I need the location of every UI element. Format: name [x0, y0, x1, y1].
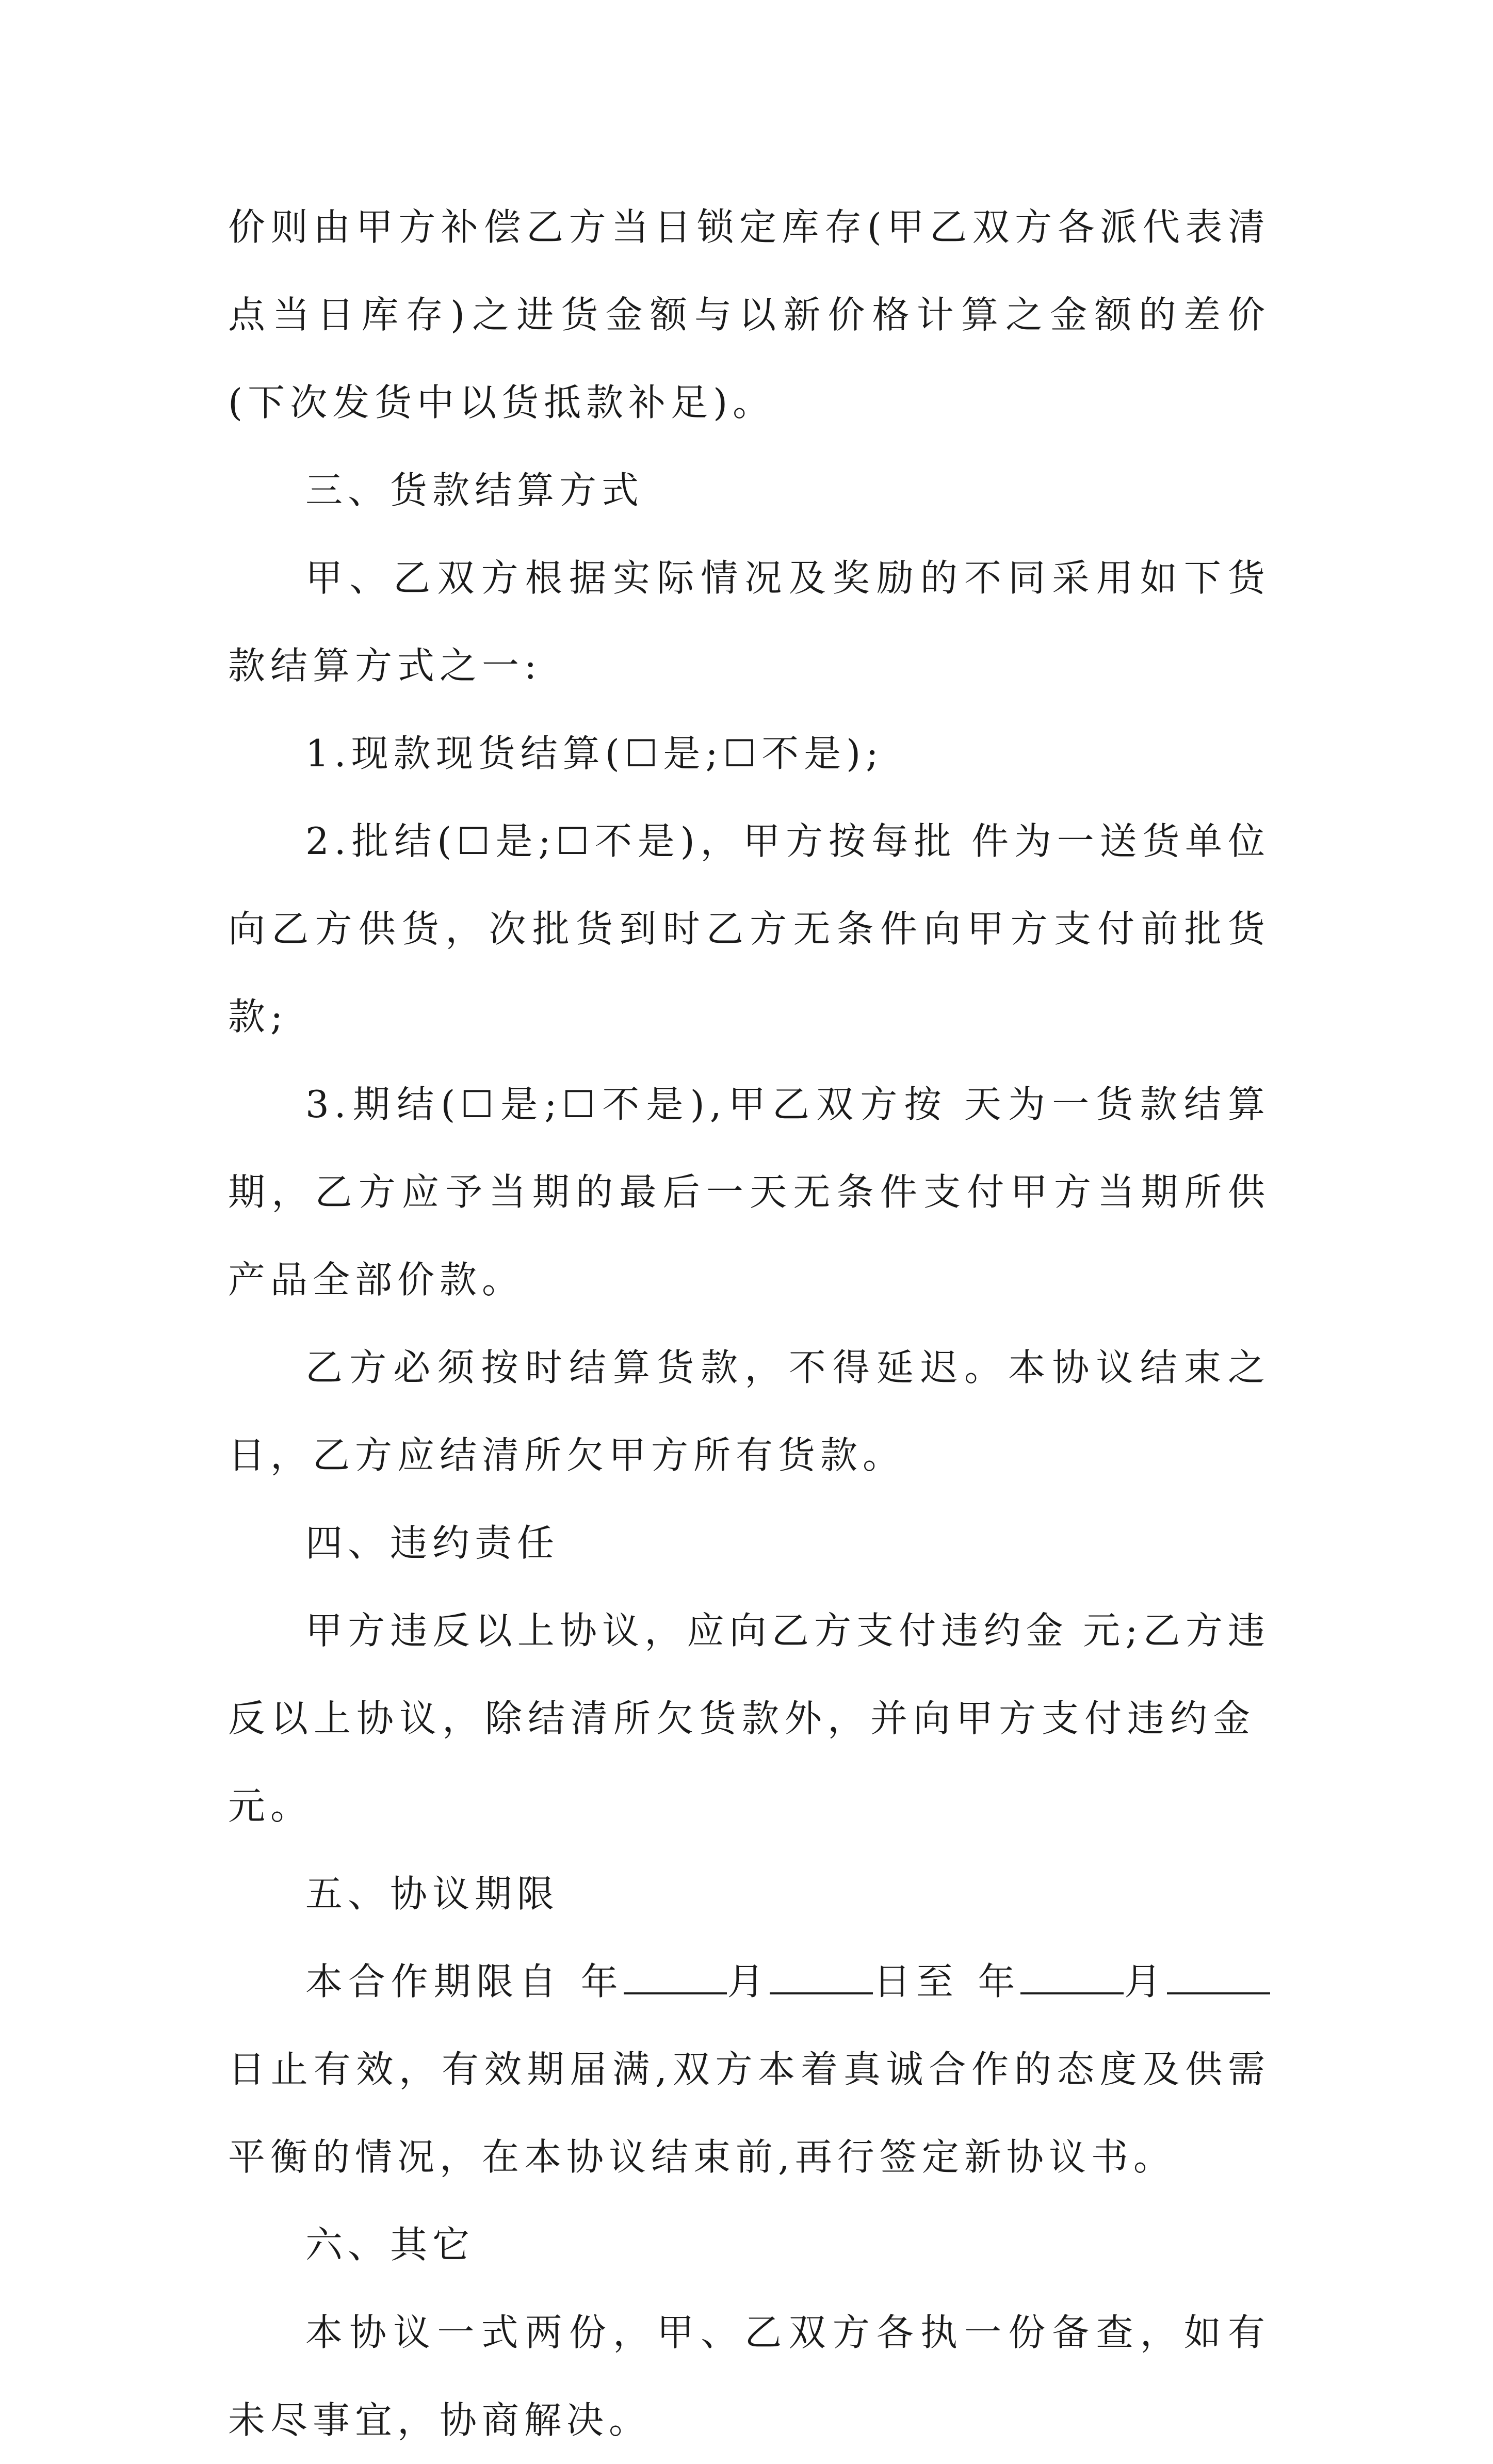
start-month-blank[interactable]: [624, 1961, 727, 1994]
payment-option-cash: 1.现款现货结算(☐是;☐不是);: [305, 732, 884, 775]
breach-text-a: 甲方违反以上协议，应向乙方支付违约金: [305, 1609, 1068, 1652]
paragraph-term: [228, 1938, 1270, 2201]
paragraph-other: 本协议一式两份，甲、乙双方各执一份备查，如有未尽事宜，协商解决。: [228, 2311, 1270, 2442]
term-text-start: 本合作期限自: [305, 1960, 562, 2003]
end-month-blank[interactable]: [1020, 1961, 1124, 1994]
payment-option-period-text-b: 天为一货款结算期，乙方应予当期的最后一天无条件支付甲方当期所供产品全部价款。: [228, 1083, 1270, 1301]
term-day-label-1: 日至: [873, 1960, 959, 2003]
section-heading-breach: 四、违约责任: [305, 1521, 560, 1565]
section-heading-term: 五、协议期限: [305, 1872, 560, 1915]
breach-text-c: 元。: [228, 1784, 313, 1828]
document-body: [228, 183, 1270, 2464]
paragraph-breach: [228, 1587, 1270, 1850]
term-year-label-2: 年: [977, 1960, 1021, 2003]
section-heading-payment-method: 三、货款结算方式: [305, 469, 644, 512]
payment-option-batch: [228, 797, 1270, 1060]
breach-text-b: 元;乙方违反以上协议，除结清所欠货款外，并向甲方支付违约金: [228, 1609, 1270, 1740]
section-heading-other: 六、其它: [305, 2223, 475, 2266]
payment-option-period-text-a: 3.期结(☐是;☐不是),甲乙双方按: [305, 1083, 948, 1126]
term-month-label-2: 月: [1124, 1960, 1167, 2003]
payment-option-batch-text-a: 2.批结(☐是;☐不是)，甲方按每批: [305, 819, 957, 863]
term-year-label-1: 年: [580, 1960, 624, 2003]
paragraph-price-compensation: 价则由甲方补偿乙方当日锁定库存(甲乙双方各派代表清点当日库存)之进货金额与以新价格计算之金额的差价(下次发货中以货抵款补足)。: [228, 205, 1270, 424]
payment-option-batch-text-b: 件为一送货单位向乙方供货，次批货到时乙方无条件向甲方支付前批货款;: [228, 819, 1270, 1038]
payment-option-period: [228, 1060, 1270, 1324]
paragraph-payment-intro: 甲、乙双方根据实际情况及奖励的不同采用如下货款结算方式之一:: [228, 556, 1270, 687]
term-text-end: 日止有效，有效期届满,双方本着真诚合作的态度及供需平衡的情况，在本协议结束前,再行签定新协议书。: [228, 2048, 1270, 2179]
start-day-blank[interactable]: [770, 1961, 873, 1994]
paragraph-payment-note: 乙方必须按时结算货款，不得延迟。本协议结束之日，乙方应结清所欠甲方所有货款。: [228, 1346, 1270, 1477]
end-day-blank[interactable]: [1167, 1961, 1270, 1994]
term-month-label-1: 月: [726, 1960, 770, 2003]
